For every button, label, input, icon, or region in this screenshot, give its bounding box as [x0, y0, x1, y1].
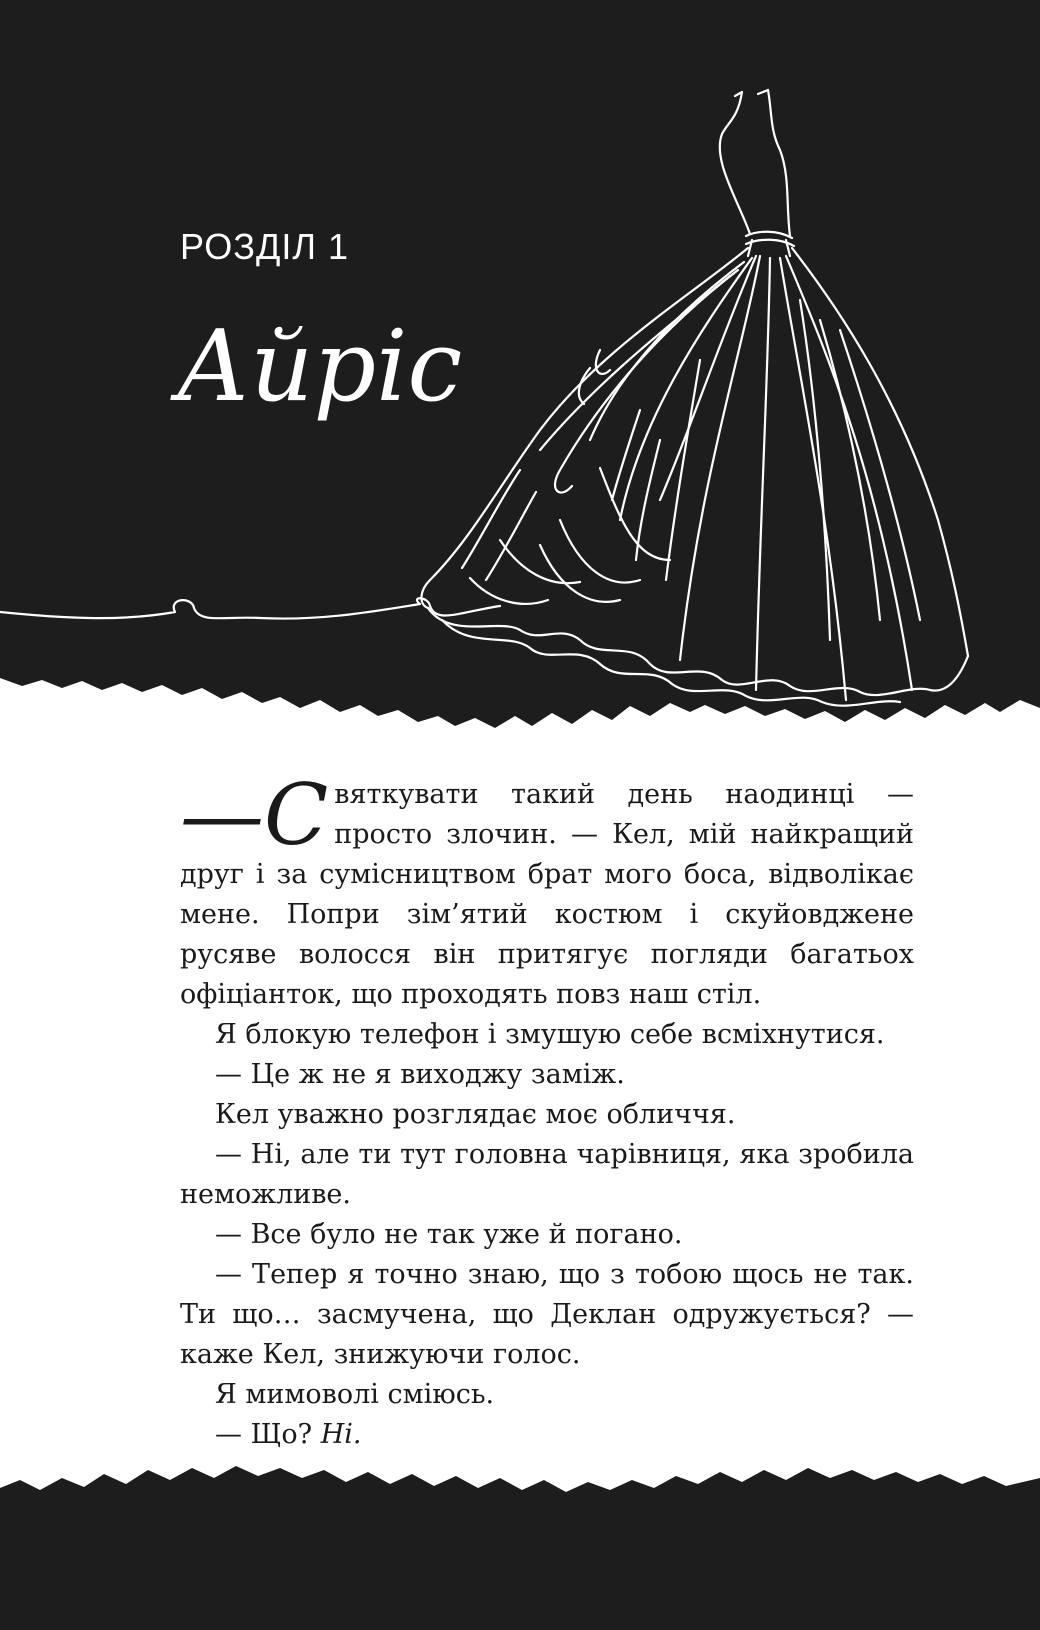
ball-gown-sketch-icon [0, 0, 1040, 720]
first-paragraph [180, 766, 914, 1015]
chapter-title: Айріс [176, 310, 463, 424]
last-paragraph-text: — Що? [215, 1419, 321, 1450]
paragraph: — Ні, але ти тут головна чарівниця, яка зробила неможливе. [180, 1139, 914, 1210]
italic-word: Ні. [320, 1419, 362, 1450]
paragraph: Я мимоволі сміюсь. [215, 1379, 495, 1410]
paragraph: — Це ж не я виходжу заміж. [215, 1059, 625, 1090]
first-paragraph-text: вяткувати такий день наодинці — просто злочин. — Кел, мій найкращий друг і за сумісництвом брат мого боса, відволікає мене. Попри зім’ятий костюм і скуйовджене русяве волосся він притягує погляди багатьох офіціанток, що проходять повз наш стіл. [180, 779, 914, 1010]
last-paragraph [180, 1415, 914, 1455]
paragraph: Я блокую телефон і змушую себе всміхнутися. [215, 1019, 885, 1050]
paragraph: — Все було не так уже й погано. [215, 1219, 683, 1250]
chapter-body [180, 766, 914, 1455]
bottom-torn-band [0, 1460, 1040, 1630]
paragraph: — Тепер я точно знаю, що з тобою щось не так. Ти що… засмучена, що Деклан одружується? — каже Кел, знижуючи голос. [180, 1259, 914, 1370]
paragraph: Кел уважно розглядає моє обличчя. [215, 1099, 736, 1130]
drop-cap: —С [180, 766, 329, 864]
chapter-label: РОЗДІЛ 1 [180, 226, 349, 267]
